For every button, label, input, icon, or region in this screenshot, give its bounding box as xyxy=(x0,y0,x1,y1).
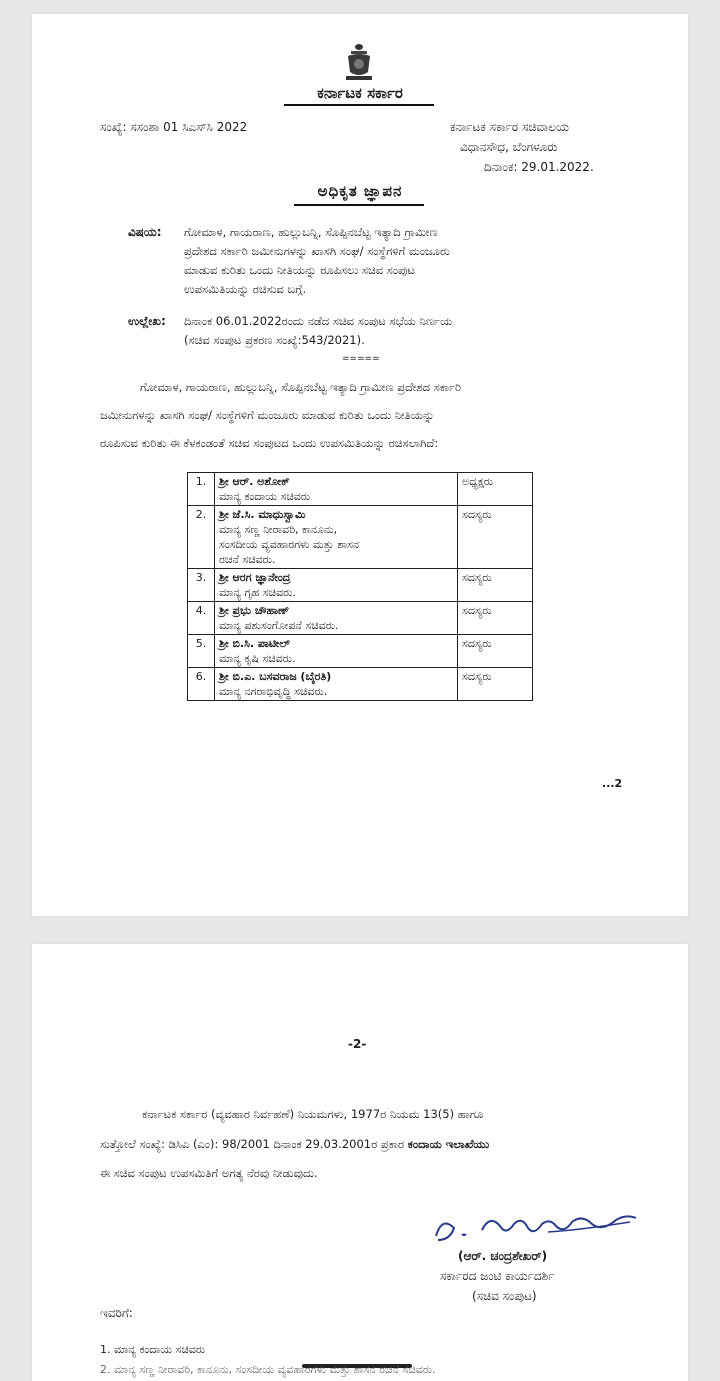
subject-line: ಪ್ರದೇಶದ ಸರ್ಕಾರಿ ಜಮೀನುಗಳನ್ನು ಖಾಸಗಿ ಸಂಘ/ ಸಂಸ್ಥೆಗಳಿಗೆ ಮಂಜೂರು xyxy=(184,244,450,258)
member-name: ಶ್ರೀ ಆರ್. ಅಶೋಕ್ xyxy=(219,475,290,488)
body-line: ಈ ಸಚಿವ ಸಂಪುಟ ಉಪಸಮಿತಿಗೆ ಅಗತ್ಯ ನೆರವು ನೀಡುವುದು. xyxy=(100,1166,318,1180)
member-cell xyxy=(215,635,458,668)
member-cell xyxy=(215,506,458,569)
member-cell xyxy=(215,602,458,635)
memo-title: ಅಧಿಕೃತ ಜ್ಞಾಪನ xyxy=(317,182,403,200)
member-cell xyxy=(215,668,458,701)
subject-line: ಮಾಡುವ ಕುರಿತು ಒಂದು ನೀತಿಯನ್ನು ರೂಪಿಸಲು ಸಚಿವ ಸಂಪುಟ xyxy=(184,263,415,277)
signatory-department: (ಸಚಿವ ಸಂಪುಟ) xyxy=(472,1289,537,1303)
office-address: ವಿಧಾನಸೌಧ, ಬೆಂಗಳೂರು xyxy=(460,140,558,154)
reference-number: ಸಂಖ್ಯೆ: ಸಸಂಶಾ 01 ಸಿಎಸ್‌ಸಿ 2022 xyxy=(100,120,248,134)
signature-icon xyxy=(430,1206,640,1250)
document-page-1 xyxy=(32,14,688,916)
member-number: 1. xyxy=(188,473,215,506)
reference-label: ಉಲ್ಲೇಖ: xyxy=(128,314,166,328)
body-line: ಜಮೀನುಗಳನ್ನು ಖಾಸಗಿ ಸಂಘ/ ಸಂಸ್ಥೆಗಳಿಗೆ ಮಂಜೂರು ಮಾಡುವ ಕುರಿತು ಒಂದು ನೀತಿಯನ್ನು xyxy=(100,408,435,422)
member-name: ಶ್ರೀ ಆರಗ ಜ್ಞಾನೇಂದ್ರ xyxy=(219,571,291,584)
memo-title-underline xyxy=(294,204,424,206)
member-post: ಮಾನ್ಯ ಸಣ್ಣ ನೀರಾವರಿ, ಕಾನೂನು, xyxy=(219,523,338,536)
table-row xyxy=(188,635,533,668)
body-line: ಗೋಮಾಳ, ಗಾಯರಾಣ, ಹುಲ್ಲುಬನ್ನಿ, ಸೊಪ್ಪಿನಬೆಟ್ಟ ಇತ್ಯಾದಿ ಗ್ರಾಮೀಣ ಪ್ರದೇಶದ ಸರ್ಕಾರಿ xyxy=(140,380,462,394)
member-cell xyxy=(215,473,458,506)
table-row xyxy=(188,668,533,701)
signatory-name: (ಆರ್. ಚಂದ್ರಶೇಖರ್) xyxy=(458,1249,548,1263)
recipient-item: 2. ಮಾನ್ಯ ಸಣ್ಣ ನೀರಾವರಿ, ಕಾನೂನು, ಸಂಸದೀಯ ವ್ಯವಹಾರಗಳು ಮತ್ತು ಶಾಸನ ರಚನೆ ಸಚಿವರು. xyxy=(100,1363,436,1376)
reference-line: (ಸಚಿವ ಸಂಪುಟ ಪ್ರಕರಣ ಸಂಖ್ಯೆ:543/2021). xyxy=(184,333,365,347)
department-name: ಕಂದಾಯ ಇಲಾಖೆಯು xyxy=(407,1137,490,1151)
committee-members-table xyxy=(187,472,533,701)
member-post: ಮಾನ್ಯ ನಗರಾಭಿವೃದ್ಧಿ ಸಚಿವರು. xyxy=(219,685,328,698)
member-role: ಅಧ್ಯಕ್ಷರು xyxy=(458,473,533,506)
body-line xyxy=(100,1136,489,1152)
table-row xyxy=(188,569,533,602)
office-name: ಕರ್ನಾಟಕ ಸರ್ಕಾರ ಸಚಿವಾಲಯ xyxy=(450,120,569,134)
subject-label: ವಿಷಯ: xyxy=(128,225,162,239)
recipient-item: 1. ಮಾನ್ಯ ಕಂದಾಯ ಸಚಿವರು xyxy=(100,1343,206,1356)
member-cell xyxy=(215,569,458,602)
member-post: ರಚನೆ ಸಚಿವರು. xyxy=(219,553,276,566)
member-name: ಶ್ರೀ ಜೆ.ಸಿ. ಮಾಧುಸ್ವಾಮಿ xyxy=(219,508,306,521)
member-name: ಶ್ರೀ ಬಿ.ಎ. ಬಸವರಾಜ (ಬೈರತಿ) xyxy=(219,670,332,683)
document-page-2 xyxy=(32,944,688,1381)
page-number: -2- xyxy=(348,1037,367,1051)
table-row xyxy=(188,506,533,569)
subject-line: ಉಪಸಮಿತಿಯನ್ನು ರಚಿಸುವ ಬಗ್ಗೆ. xyxy=(184,282,307,296)
member-role: ಸದಸ್ಯರು xyxy=(458,602,533,635)
member-role: ಸದಸ್ಯರು xyxy=(458,506,533,569)
title-underline xyxy=(284,104,434,106)
member-post: ಮಾನ್ಯ ಪಶುಸಂಗೋಪನೆ ಸಚಿವರು. xyxy=(219,619,339,632)
government-title: ಕರ್ನಾಟಕ ಸರ್ಕಾರ xyxy=(317,84,403,102)
member-role: ಸದಸ್ಯರು xyxy=(458,635,533,668)
member-role: ಸದಸ್ಯರು xyxy=(458,569,533,602)
separator: ===== xyxy=(342,354,380,364)
table-row xyxy=(188,602,533,635)
member-number: 6. xyxy=(188,668,215,701)
table-row xyxy=(188,473,533,506)
member-post: ಸಂಸದೀಯ ವ್ಯವಹಾರಗಳು ಮತ್ತು ಶಾಸನ xyxy=(219,538,360,551)
recipients-label: ಇವರಿಗೆ: xyxy=(100,1306,133,1320)
member-number: 2. xyxy=(188,506,215,569)
state-emblem-icon xyxy=(342,42,376,82)
member-role: ಸದಸ್ಯರು xyxy=(458,668,533,701)
page-continuation: ...2 xyxy=(602,777,623,790)
member-post: ಮಾನ್ಯ ಕೃಷಿ ಸಚಿವರು. xyxy=(219,652,296,665)
member-post: ಮಾನ್ಯ ಗೃಹ ಸಚಿವರು. xyxy=(219,586,296,599)
document-date: ದಿನಾಂಕ: 29.01.2022. xyxy=(484,160,594,174)
member-number: 4. xyxy=(188,602,215,635)
member-post: ಮಾನ್ಯ ಕಂದಾಯ ಸಚಿವರು xyxy=(219,490,311,503)
member-name: ಶ್ರೀ ಬಿ.ಸಿ. ಪಾಟೀಲ್ xyxy=(219,637,290,650)
body-line: ಕರ್ನಾಟಕ ಸರ್ಕಾರ (ವ್ಯವಹಾರ ನಿರ್ವಹಣೆ) ನಿಯಮಗಳು, 1977ರ ನಿಯಮ 13(5) ಹಾಗೂ xyxy=(142,1107,484,1121)
subject-line: ಗೋಮಾಳ, ಗಾಯರಾಣ, ಹುಲ್ಲುಬನ್ನಿ, ಸೊಪ್ಪಿನಬೆಟ್ಟ ಇತ್ಯಾದಿ ಗ್ರಾಮೀಣ xyxy=(184,225,438,239)
member-number: 5. xyxy=(188,635,215,668)
signatory-title: ಸರ್ಕಾರದ ಜಂಟಿ ಕಾರ್ಯದರ್ಶಿ xyxy=(440,1269,555,1283)
member-number: 3. xyxy=(188,569,215,602)
reference-line: ದಿನಾಂಕ 06.01.2022ರಂದು ನಡೆದ ಸಚಿವ ಸಂಪುಟ ಸಭೆಯ ನಿರ್ಣಯ xyxy=(184,314,453,328)
member-name: ಶ್ರೀ ಪ್ರಭು ಚೌಹಾಣ್ xyxy=(219,604,290,617)
body-line: ರೂಪಿಸುವ ಕುರಿತು ಈ ಕೆಳಕಂಡಂತೆ ಸಚಿವ ಸಂಪುಟದ ಒಂದು ಉಪಸಮಿತಿಯನ್ನು ರಚಿಸಲಾಗಿದೆ: xyxy=(100,436,439,450)
body-text: ಸುತ್ತೋಲೆ ಸಂಖ್ಯೆ: ಡಿಸಿಎ (ಎಂ): 98/2001 ದಿನಾಂಕ 29.03.2001ರ ಪ್ರಕಾರ xyxy=(100,1137,405,1151)
